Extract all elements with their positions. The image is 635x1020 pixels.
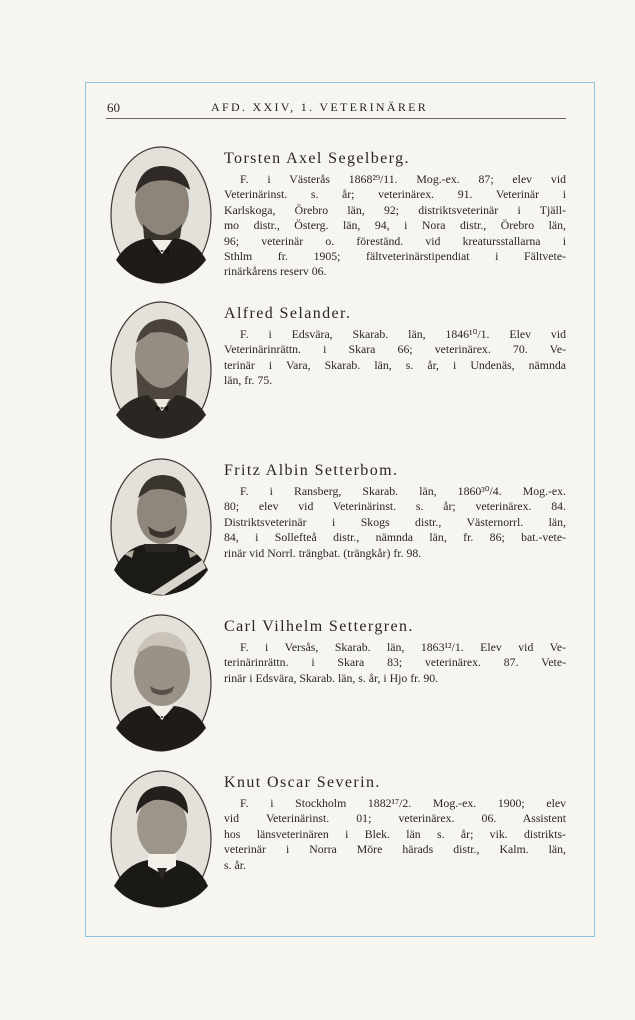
text-line: mo distr., Österg. län, 94, i Nora distr., Örebro län, bbox=[224, 218, 566, 233]
text-line: rinär vid Norrl. trängbat. (trängkår) fr. 98. bbox=[224, 545, 422, 560]
text-line: Karlskoga, Örebro län, 92; distriktsveterinär i Tjäll- bbox=[224, 202, 566, 217]
biography-entry bbox=[106, 770, 576, 920]
text-line: s. år. bbox=[224, 857, 246, 872]
person-name: Torsten Axel Segelberg. bbox=[224, 150, 410, 167]
person-name: Carl Vilhelm Settergren. bbox=[224, 618, 414, 635]
text-line: Veterinärinrättn. i Skara 66; veterinärex. 70. Ve- bbox=[224, 342, 566, 357]
person-name: Fritz Albin Setterbom. bbox=[224, 462, 399, 479]
biography-text bbox=[224, 484, 566, 561]
text-line: Veterinärinst. s. år; veterinärex. 91. Veterinär i bbox=[224, 187, 566, 202]
biography-entry bbox=[106, 301, 576, 451]
biography-text bbox=[224, 640, 566, 686]
text-line: rinär i Edsvära, Skarab. län, s. år, i Hjo fr. 90. bbox=[224, 670, 439, 685]
page-number: 60 bbox=[107, 100, 120, 115]
text-line: län, fr. 75. bbox=[224, 373, 273, 388]
text-line: 84, i Sollefteå distr., nämnda län, fr. 86; bat.-vete- bbox=[224, 530, 566, 545]
person-name: Alfred Selander. bbox=[224, 305, 352, 322]
person-name: Knut Oscar Severin. bbox=[224, 774, 381, 791]
portrait-photo bbox=[110, 614, 212, 752]
text-line: rinärkårens reserv 06. bbox=[224, 264, 327, 279]
biography-entry bbox=[106, 458, 576, 608]
page-header bbox=[106, 97, 566, 119]
text-line: F. i Versås, Skarab. län, 1863¹²/1. Elev vid Ve- bbox=[240, 640, 566, 654]
biography-entry bbox=[106, 614, 576, 764]
portrait-photo bbox=[110, 301, 212, 439]
running-head: AFD. XXIV, 1. VETERINÄRER bbox=[211, 100, 429, 114]
text-line: hos länsveterinären i Blek. län s. år; vik. distrikts- bbox=[224, 826, 566, 841]
text-line: terinär i Vara, Skarab. län, s. år, i Undenäs, nämnda bbox=[224, 357, 566, 372]
portrait-photo bbox=[110, 146, 212, 284]
text-line: F. i Stockholm 1882¹⁷/2. Mog.-ex. 1900; elev bbox=[240, 796, 566, 810]
text-line: F. i Ransberg, Skarab. län, 1860³⁰/4. Mog.-ex. bbox=[240, 484, 566, 498]
biography-text bbox=[224, 172, 566, 280]
text-line: F. i Västerås 1868²⁹/11. Mog.-ex. 87; elev vid bbox=[240, 172, 566, 186]
biography-entry bbox=[106, 146, 576, 296]
text-line: veterinär i Norra Möre härads distr., Kalm. län, bbox=[224, 842, 566, 857]
portrait-photo bbox=[110, 458, 212, 596]
portrait-photo bbox=[110, 770, 212, 908]
text-line: vid Veterinärinst. 01; veterinärex. 06. Assistent bbox=[224, 811, 566, 826]
biography-text bbox=[224, 327, 566, 389]
text-line: terinärinrättn. i Skara 83; veterinärex. 87. Vete- bbox=[224, 655, 566, 670]
biography-text bbox=[224, 796, 566, 873]
text-line: 96; veterinär o. föreständ. vid kreatursstallarna i bbox=[224, 233, 566, 248]
text-line: F. i Edsvära, Skarab. län, 1846¹⁰/1. Elev vid bbox=[240, 327, 566, 341]
text-line: Distriktsveterinär i Skogs distr., Västernorrl. län, bbox=[224, 514, 566, 529]
text-line: 80; elev vid Veterinärinst. s. år; veterinärex. 84. bbox=[224, 499, 566, 514]
text-line: Sthlm fr. 1905; fältveterinärstipendiat i Fältvete- bbox=[224, 249, 566, 264]
